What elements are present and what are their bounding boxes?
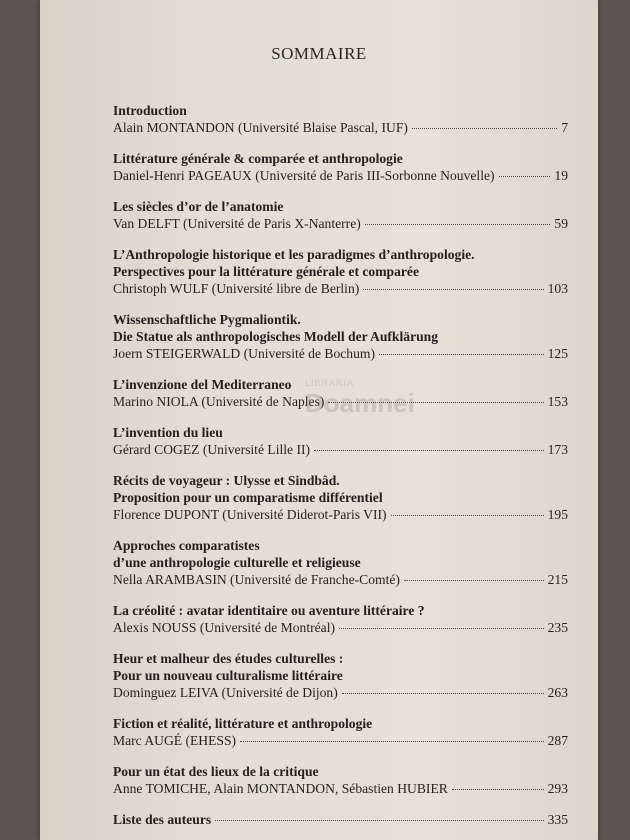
- toc-entry-author-line: [113, 619, 568, 636]
- watermark-main-text: Doamnei: [305, 388, 415, 418]
- toc-entry-heading: Proposition pour un comparatisme différentiel: [113, 490, 383, 505]
- toc-entry-author: Alexis NOUSS (Université de Montréal): [113, 620, 335, 635]
- toc-entry-author-line: [113, 780, 568, 797]
- toc-entry-author-line: [113, 811, 568, 828]
- toc-entry-heading: Récits de voyageur : Ulysse et Sindbâd.: [113, 473, 340, 488]
- toc-entry: [113, 311, 568, 362]
- toc-entry: [113, 537, 568, 588]
- dot-leader: [342, 693, 544, 694]
- toc-entry: [113, 650, 568, 701]
- table-of-contents: [113, 102, 568, 828]
- toc-entry: [113, 811, 568, 828]
- toc-entry-page-number: 153: [547, 394, 568, 409]
- page-title: SOMMAIRE: [271, 44, 367, 63]
- dot-leader: [499, 176, 551, 177]
- toc-entry-author: Daniel-Henri PAGEAUX (Université de Paris III-Sorbonne Nouvelle): [113, 168, 495, 183]
- toc-entry-author: Marc AUGÉ (EHESS): [113, 733, 237, 748]
- toc-entry-page-number: 7: [561, 120, 568, 135]
- toc-entry-author: Liste des auteurs: [113, 812, 212, 827]
- dot-leader: [314, 450, 544, 451]
- toc-entry-page-number: 19: [554, 168, 568, 183]
- book-page: [40, 0, 598, 840]
- toc-entry-page-number: 335: [547, 812, 568, 827]
- toc-entry-heading: Fiction et réalité, littérature et anthropologie: [113, 716, 373, 731]
- toc-entry-page-number: 103: [547, 281, 568, 296]
- toc-entry-heading: d’une anthropologie culturelle et religieuse: [113, 555, 361, 570]
- toc-entry-page-number: 293: [547, 781, 568, 796]
- dot-leader: [215, 820, 543, 821]
- toc-entry: [113, 715, 568, 749]
- toc-entry-author: Christoph WULF (Université libre de Berlin): [113, 281, 360, 296]
- toc-entry-heading: L’invenzione del Mediterraneo: [113, 377, 292, 392]
- dot-leader: [391, 515, 544, 516]
- toc-entry-heading: Introduction: [113, 103, 187, 118]
- toc-entry-author: Joern STEIGERWALD (Université de Bochum): [113, 346, 376, 361]
- toc-entry-author: Van DELFT (Université de Paris X-Nanterre): [113, 216, 361, 231]
- toc-entry-page-number: 59: [554, 216, 568, 231]
- dot-leader: [365, 224, 551, 225]
- toc-entry-page-number: 235: [547, 620, 568, 635]
- toc-entry-page-number: 287: [547, 733, 568, 748]
- toc-entry: [113, 198, 568, 232]
- toc-entry-author: Anne TOMICHE, Alain MONTANDON, Sébastien HUBIER: [113, 781, 448, 796]
- dot-leader: [379, 354, 544, 355]
- dot-leader: [404, 580, 544, 581]
- toc-entry-heading: L’Anthropologie historique et les paradigmes d’anthropologie.: [113, 247, 475, 262]
- toc-entry-author: Alain MONTANDON (Université Blaise Pascal, IUF): [113, 120, 408, 135]
- toc-entry-author-line: [113, 280, 568, 297]
- toc-entry-author-line: [113, 506, 568, 523]
- toc-entry: [113, 472, 568, 523]
- dot-leader: [240, 741, 544, 742]
- toc-entry-page-number: 173: [547, 442, 568, 457]
- watermark: [305, 378, 455, 438]
- toc-entry-author: Florence DUPONT (Université Diderot-Paris VII): [113, 507, 387, 522]
- toc-entry-author-line: [113, 441, 568, 458]
- toc-entry-author-line: [113, 119, 568, 136]
- toc-entry-heading: Perspectives pour la littérature générale et comparée: [113, 264, 419, 279]
- toc-entry-author-line: [113, 571, 568, 588]
- toc-entry-heading: Pour un état des lieux de la critique: [113, 764, 319, 779]
- toc-entry-author-line: [113, 215, 568, 232]
- toc-entry-author-line: [113, 684, 568, 701]
- toc-entry: [113, 150, 568, 184]
- toc-entry-heading: Littérature générale & comparée et anthropologie: [113, 151, 403, 166]
- toc-entry-author: Nella ARAMBASIN (Université de Franche-Comté): [113, 572, 400, 587]
- toc-entry-heading: Heur et malheur des études culturelles :: [113, 651, 344, 666]
- watermark-top-text: LIBRARIA: [305, 378, 355, 388]
- dot-leader: [363, 289, 543, 290]
- toc-entry-page-number: 263: [547, 685, 568, 700]
- toc-entry-page-number: 195: [547, 507, 568, 522]
- toc-entry-author-line: [113, 167, 568, 184]
- dot-leader: [452, 789, 544, 790]
- toc-entry-heading: La créolité : avatar identitaire ou aventure littéraire ?: [113, 603, 425, 618]
- dot-leader: [412, 128, 557, 129]
- toc-entry-author-line: [113, 345, 568, 362]
- toc-entry-heading: Approches comparatistes: [113, 538, 260, 553]
- toc-entry-heading: Pour un nouveau culturalisme littéraire: [113, 668, 343, 683]
- toc-entry-heading: Les siècles d’or de l’anatomie: [113, 199, 284, 214]
- toc-entry-author: Marino NIOLA (Université de Naples): [113, 394, 325, 409]
- toc-entry-page-number: 215: [547, 572, 568, 587]
- toc-entry-heading: Die Statue als anthropologisches Modell der Aufklärung: [113, 329, 439, 344]
- toc-entry-heading: Wissenschaftliche Pygmaliontik.: [113, 312, 301, 327]
- toc-entry-author: Dominguez LEIVA (Université de Dijon): [113, 685, 338, 700]
- toc-entry-heading: L’invention du lieu: [113, 425, 223, 440]
- toc-entry-author-line: [113, 732, 568, 749]
- toc-entry: [113, 602, 568, 636]
- toc-entry: [113, 763, 568, 797]
- toc-entry-page-number: 125: [547, 346, 568, 361]
- dot-leader: [339, 628, 544, 629]
- toc-entry: [113, 246, 568, 297]
- toc-entry: [113, 102, 568, 136]
- toc-entry-author: Gérard COGEZ (Université Lille II): [113, 442, 311, 457]
